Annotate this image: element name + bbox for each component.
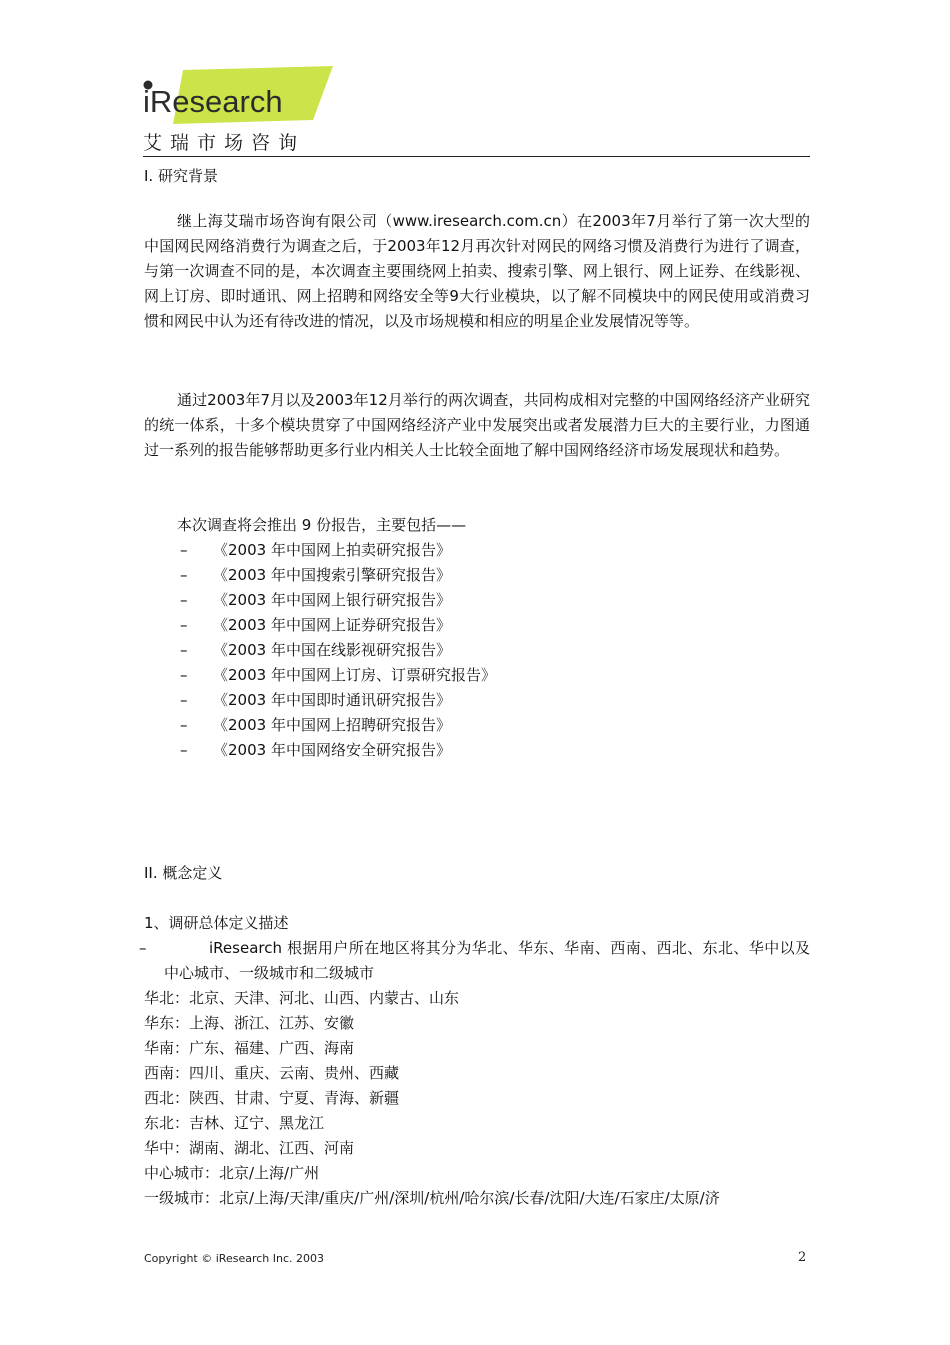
list-item — [180, 738, 496, 763]
list-item — [180, 588, 496, 613]
report-title: 《2003 年中国即时通讯研究报告》 — [213, 691, 451, 709]
section-2-subtitle: 1、调研总体定义描述 — [144, 914, 289, 932]
list-item — [180, 563, 496, 588]
list-item — [180, 713, 496, 738]
report-title: 《2003 年中国网络安全研究报告》 — [213, 741, 451, 759]
page-header — [143, 62, 810, 158]
list-item: 西南：四川、重庆、云南、贵州、西藏 — [144, 1064, 400, 1082]
section-1-paragraph-1: 继上海艾瑞市场咨询有限公司（www.iresearch.com.cn）在2003年7月举行了第一次大型的中国网民网络消费行为调查之后，于2003年12月再次针对网民的网络习惯及消费行为进行了调查，与第一次调查不同的是，本次调查主要围绕网上拍卖、搜索引擎、网上银行、网上证券、在线影视、网上订房、即时通讯、网上招聘和网络安全等9大行业模块，以了解不同模块中的网民使用或消费习惯和网民中认为还有待改进的情况，以及市场规模和相应的明星企业发展情况等等。 — [144, 212, 810, 330]
report-list — [180, 538, 496, 763]
footer-copyright: Copyright © iResearch Inc. 2003 — [144, 1252, 325, 1265]
list-item: 华中：湖南、湖北、江西、河南 — [144, 1139, 355, 1157]
iresearch-logo — [143, 62, 343, 152]
dash-bullet: – — [139, 939, 147, 957]
region-list — [144, 986, 720, 1211]
dash-bullet: – — [180, 541, 188, 559]
logo-wordmark: iResearch — [143, 84, 283, 119]
dash-bullet: – — [180, 566, 188, 584]
dash-bullet: – — [180, 666, 188, 684]
report-title: 《2003 年中国搜索引擎研究报告》 — [213, 566, 451, 584]
list-item: 西北：陕西、甘肃、宁夏、青海、新疆 — [144, 1089, 400, 1107]
report-title: 《2003 年中国在线影视研究报告》 — [213, 641, 451, 659]
header-rule — [143, 156, 810, 157]
definition-text: iResearch 根据用户所在地区将其分为华北、华东、华南、西南、西北、东北、华中以及中心城市、一级城市和二级城市 — [164, 939, 810, 982]
dash-bullet: – — [180, 641, 188, 659]
list-item: 中心城市：北京/上海/广州 — [144, 1164, 320, 1182]
logo-chinese-name: 艾瑞市场咨询 — [143, 132, 306, 154]
report-title: 《2003 年中国网上证券研究报告》 — [213, 616, 451, 634]
list-item: 一级城市：北京/上海/天津/重庆/广州/深圳/杭州/哈尔滨/长春/沈阳/大连/石家庄/太原/济 — [144, 1189, 720, 1207]
report-title: 《2003 年中国网上银行研究报告》 — [213, 591, 451, 609]
list-item: 华南：广东、福建、广西、海南 — [144, 1039, 355, 1057]
dash-bullet: – — [180, 741, 188, 759]
dash-bullet: – — [180, 691, 188, 709]
list-item: 华北：北京、天津、河北、山西、内蒙古、山东 — [144, 989, 460, 1007]
report-title: 《2003 年中国网上招聘研究报告》 — [213, 716, 451, 734]
list-item — [180, 688, 496, 713]
section-1-title: I. 研究背景 — [144, 167, 218, 185]
section-1-paragraph-2: 通过2003年7月以及2003年12月举行的两次调查，共同构成相对完整的中国网络经济产业研究的统一体系，十多个模块贯穿了中国网络经济产业中发展突出或者发展潜力巨大的主要行业，力图通过一系列的报告能够帮助更多行业内相关人士比较全面地了解中国网络经济市场发展现状和趋势。 — [144, 391, 810, 459]
dash-bullet: – — [180, 616, 188, 634]
logo-graphic — [143, 62, 343, 128]
dash-bullet: – — [180, 591, 188, 609]
report-title: 《2003 年中国网上拍卖研究报告》 — [213, 541, 451, 559]
list-item — [180, 538, 496, 563]
section-2-title: II. 概念定义 — [144, 864, 223, 882]
list-item: 华东：上海、浙江、江苏、安徽 — [144, 1014, 355, 1032]
reports-intro: 本次调查将会推出 9 份报告，主要包括—— — [177, 516, 467, 534]
list-item — [180, 613, 496, 638]
list-item — [180, 638, 496, 663]
list-item: 东北：吉林、辽宁、黑龙江 — [144, 1114, 325, 1132]
dash-bullet: – — [180, 716, 188, 734]
list-item — [180, 663, 496, 688]
report-title: 《2003 年中国网上订房、订票研究报告》 — [213, 666, 496, 684]
page-number: 2 — [798, 1250, 807, 1265]
